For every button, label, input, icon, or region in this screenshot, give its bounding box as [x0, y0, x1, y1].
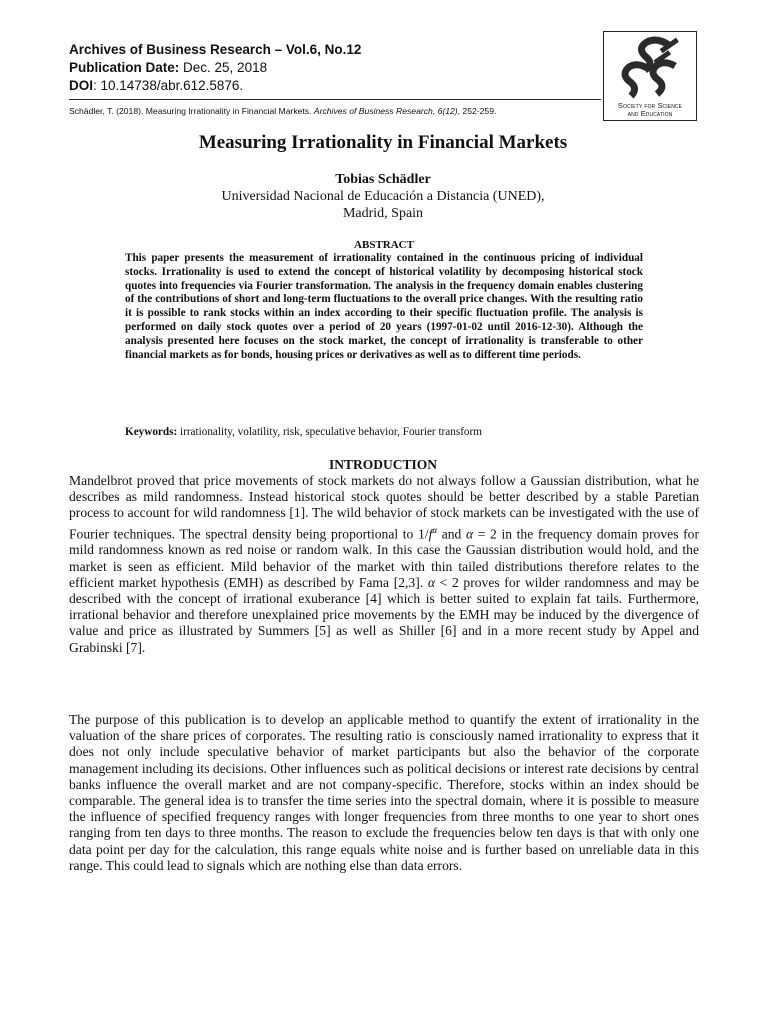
para1-alpha-superscript: α [432, 524, 438, 535]
journal-header [69, 41, 589, 95]
keywords [125, 425, 643, 439]
society-logo [603, 31, 697, 121]
citation-journal: Archives of Business Research [313, 106, 433, 116]
para1-alpha-symbol: α [465, 526, 474, 542]
keywords-text: irrationality, volatility, risk, speculative behavior, Fourier transform [177, 426, 482, 438]
doi-value: : 10.14738/abr.612.5876. [93, 78, 244, 93]
citation-volume: , 6(12) [432, 106, 458, 116]
affiliation-line-1: Universidad Nacional de Educación a Distancia (UNED), [221, 189, 545, 204]
para1-alpha-symbol-2: α [427, 574, 435, 590]
sse-logo-icon [617, 36, 683, 102]
para1-part-a: Mandelbrot proved that price movements of stock markets do not always follow a Gaussian distribution, what he describes as mild randomness. Instead historical stock quotes should be better described by a stable Paretian process to account for wild randomness [1]. The wild behavior of stock markets can be investigated with the use of Fourier techniques. The spectral density being proportional to 1/ [69, 473, 699, 542]
citation-line [69, 106, 601, 117]
citation-prefix: Schädler, T. (2018). Measuring Irrationality in Financial Markets. [69, 106, 314, 116]
logo-caption-line-2: and Education [627, 109, 673, 118]
para1-f-symbol: f [428, 526, 433, 542]
publication-date-label: Publication Date: [69, 60, 180, 75]
journal-name: Archives of Business Research – Vol.6, No.12 [69, 42, 362, 57]
doi-label: DOI [69, 78, 94, 93]
logo-caption [604, 102, 696, 118]
affiliation-line-2: Madrid, Spain [342, 206, 424, 221]
header-divider [69, 99, 601, 100]
paper-title: Measuring Irrationality in Financial Markets [198, 132, 568, 153]
para1-part-d: < 2 proves for wilder randomness and may be described with the concept of irrational exuberance [4] which is better suited to explain fat tails. Furthermore, irrational behavior and therefore unexplained price movements by the EMH may be induced by the divergence of value and price as illustrated by Summers [5] as well as Shiller [6] and in a more recent study by Appel and Grabinski [7]. [69, 574, 699, 655]
para1-part-c: = 2 in the frequency domain proves for mild randomness known as red noise or random walk. In this case the Gaussian distribution would hold, and the market is seen as efficient. Mild behavior of the market with thin tailed distributions therefore relates to the efficient market hypothesis (EMH) as described by Fama [2,3]. [69, 526, 699, 590]
keywords-label: Keywords: [125, 426, 178, 438]
publication-date [69, 59, 589, 77]
author-name: Tobias Schädler [335, 172, 431, 187]
logo-caption-line-1: Society for Science [617, 101, 683, 110]
para1-part-b: and [437, 526, 466, 542]
citation-pages: , 252-259. [457, 106, 497, 116]
introduction-paragraph-1 [69, 473, 699, 656]
introduction-heading: INTRODUCTION [328, 457, 437, 472]
abstract-heading: ABSTRACT [354, 239, 414, 251]
publication-date-value: Dec. 25, 2018 [183, 60, 268, 75]
doi-line [69, 77, 589, 95]
introduction-paragraph-2: The purpose of this publication is to develop an applicable method to quantify the extent of irrationality in the valuation of the share prices of corporates. The resulting ratio is consciously named irrationality to express that it does not only include speculative behavior of market participants but also the behavior of the corporate management including its decisions. Other influences such as political decisions or interest rate decisions by central banks influence the overall market and are not company-specific. Therefore, stocks within an index should be comparable. The general idea is to transfer the time series into the spectral domain, where it is possible to measure the influence of specified frequency ranges with longer frequencies from three months to one year to short ones ranging from ten days to three months. The reason to exclude the frequencies below ten days is that with only one data point per day for the calculation, this range equals white noise and is further based on unreliable data in this range. This could lead to signals which are nothing else than data errors. [69, 712, 699, 873]
abstract-body: This paper presents the measurement of irrationality contained in the continuous pricing of individual stocks. Irrationality is used to extend the concept of historical volatility by decomposing historical stock quotes into frequencies via Fourier transformation. The analysis in the frequency domain enables clustering of the contributions of short and long-term fluctuations to the overall price changes. With the resulting ratio it is possible to rank stocks within an index according to their specific fluctuation profile. The analysis is performed on daily stock quotes over a period of 20 years (1997-01-02 until 2016-12-30). Although the analysis presented here focuses on the stock market, the concept of irrationality is transferable to other financial markets as for bonds, housing prices or derivatives as well as to different time periods. [125, 252, 643, 361]
affiliation [69, 188, 697, 222]
